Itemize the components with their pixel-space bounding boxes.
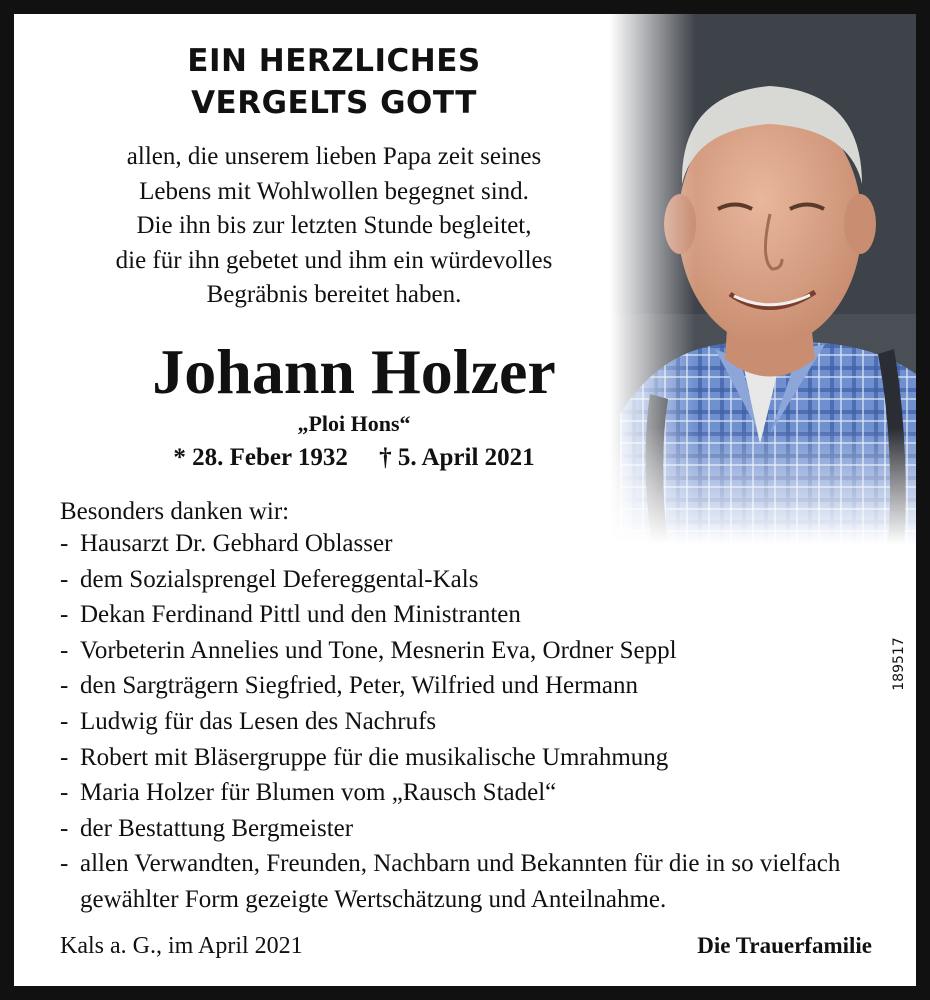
list-item: - dem Sozialsprengel Defereggental-Kals — [60, 562, 890, 598]
list-item: - allen Verwandten, Freunden, Nachbarn und Bekannten für die in so vielfach gewählter Form gezeigte Wertschätzung und Anteilnahme. — [60, 846, 890, 917]
list-item: - Ludwig für das Lesen des Nachrufs — [60, 704, 890, 740]
list-item: - den Sargträgern Siegfried, Peter, Wilfried und Hermann — [60, 668, 890, 704]
portrait-photo — [610, 14, 916, 544]
list-item: - Dekan Ferdinand Pittl und den Ministranten — [60, 597, 890, 633]
intro-line: Die ihn bis zur letzten Stunde begleitet, — [136, 212, 532, 239]
intro-line: Lebens mit Wohlwollen begegnet sind. — [139, 177, 529, 205]
intro-text — [54, 140, 614, 313]
list-item: - Robert mit Bläsergruppe für die musikalische Umrahmung — [60, 740, 890, 776]
signature: Die Trauerfamilie — [697, 933, 872, 958]
thanks-list — [60, 526, 890, 918]
deceased-name: Johann Holzer — [152, 336, 556, 407]
list-item: - Maria Holzer für Blumen vom „Rausch Stadel“ — [60, 775, 890, 811]
life-dates: * 28. Feber 1932 † 5. April 2021 — [173, 444, 535, 471]
headline-line-2: VERGELTS GOTT — [191, 85, 477, 121]
intro-line: Begräbnis bereitet haben. — [206, 281, 462, 308]
place-date: Kals a. G., im April 2021 — [60, 933, 303, 959]
list-item: - Hausarzt Dr. Gebhard Oblasser — [60, 526, 890, 562]
intro-line: allen, die unserem lieben Papa zeit seines — [126, 143, 542, 170]
headline-line-1: EIN HERZLICHES — [187, 43, 481, 79]
obituary-notice — [14, 14, 916, 986]
list-item: - Vorbeterin Annelies und Tone, Mesnerin Eva, Ordner Seppl — [60, 633, 890, 669]
deceased-nickname: „Ploi Hons“ — [297, 411, 411, 436]
headline — [54, 40, 614, 124]
intro-line: die für ihn gebetet und ihm ein würdevolles — [115, 246, 553, 274]
thanks-heading: Besonders danken wir: — [60, 498, 290, 525]
list-item: - der Bestattung Bergmeister — [60, 811, 890, 847]
ad-number: 189517 — [891, 637, 907, 691]
